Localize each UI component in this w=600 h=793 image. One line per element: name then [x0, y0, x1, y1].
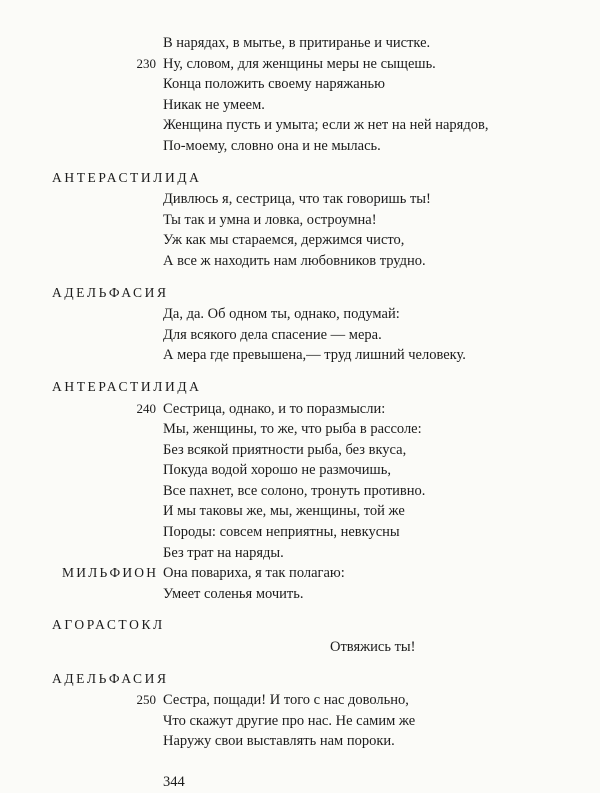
verse-text: Конца положить своему наряжанью	[163, 76, 385, 93]
page-number: 344	[163, 774, 185, 790]
verse-line	[0, 501, 600, 522]
verse-line	[0, 481, 600, 502]
verse-line	[0, 637, 600, 658]
verse-line	[0, 731, 600, 752]
verse-line	[0, 33, 600, 54]
verse-text: Уж как мы стараемся, держимся чисто,	[163, 232, 405, 249]
verse-text: Без трат на наряды.	[163, 544, 284, 561]
verse-text: Ты так и умна и ловка, остроумна!	[163, 211, 377, 228]
verse-text: Никак не умеем.	[163, 96, 265, 113]
verse-line	[0, 419, 600, 440]
verse-line	[0, 74, 600, 95]
speaker-inline-label: МИЛЬФИОН	[62, 565, 159, 581]
verse-text: Отвяжись ты!	[330, 639, 416, 656]
verse-line	[0, 522, 600, 543]
speaker-heading: АНТЕРАСТИЛИДА	[52, 169, 202, 185]
verse-text: Наружу свои выставлять нам пороки.	[163, 733, 395, 750]
verse-line	[0, 440, 600, 461]
verse-line-number: 250	[136, 692, 156, 708]
verse-text: Сестрица, однако, и то поразмысли:	[163, 400, 386, 417]
verse-line	[0, 304, 600, 325]
verse-line	[0, 345, 600, 366]
verse-line	[0, 460, 600, 481]
verse-line	[0, 230, 600, 251]
verse-line	[0, 563, 600, 584]
verse-text: Ну, словом, для женщины меры не сыщешь.	[163, 55, 436, 72]
verse-line	[0, 543, 600, 564]
verse-text: И мы таковы же, мы, женщины, той же	[163, 503, 405, 520]
verse-text: Покуда водой хорошо не размочишь,	[163, 462, 391, 479]
verse-line	[0, 584, 600, 605]
speaker-heading: АДЕЛЬФАСИЯ	[52, 284, 169, 300]
verse-text: В нарядах, в мытье, в притиранье и чистке.	[163, 35, 431, 51]
page-content	[0, 33, 600, 752]
speaker-heading: АНТЕРАСТИЛИДА	[52, 378, 202, 394]
verse-text: Умеет соленья мочить.	[163, 585, 304, 602]
verse-line	[0, 711, 600, 732]
verse-line	[0, 95, 600, 116]
verse-text: Для всякого дела спасение — мера.	[163, 326, 382, 343]
verse-text: Породы: совсем неприятны, невкусны	[163, 524, 400, 541]
verse-text: Мы, женщины, то же, что рыба в рассоле:	[163, 421, 422, 438]
verse-line-number: 240	[136, 400, 156, 416]
verse-line	[0, 325, 600, 346]
verse-line	[0, 251, 600, 272]
verse-text: Без всякой приятности рыба, без вкуса,	[163, 441, 407, 458]
verse-text: Женщина пусть и умыта; если ж нет на ней нарядов,	[163, 117, 489, 134]
verse-line	[0, 189, 600, 210]
verse-text: Она повариха, я так полагаю:	[163, 565, 345, 582]
verse-text: А мера где превышена,— труд лишний человеку.	[163, 347, 466, 364]
verse-line	[0, 54, 600, 75]
verse-text: По-моему, словно она и не мылась.	[163, 137, 381, 154]
speaker-heading: АГОРАСТОКЛ	[52, 617, 165, 633]
verse-text: Сестра, пощади! И того с нас довольно,	[163, 692, 409, 709]
verse-line	[0, 115, 600, 136]
verse-line	[0, 690, 600, 711]
verse-line	[0, 399, 600, 420]
verse-text: А все ж находить нам любовников трудно.	[163, 252, 426, 269]
verse-text: Что скажут другие про нас. Не самим же	[163, 712, 416, 729]
speaker-heading: АДЕЛЬФАСИЯ	[52, 670, 169, 686]
verse-text: Дивлюсь я, сестрица, что так говоришь ты!	[163, 191, 431, 208]
verse-text: Все пахнет, все солоно, тронуть противно.	[163, 482, 426, 499]
verse-line-number: 230	[136, 55, 156, 71]
verse-line	[0, 136, 600, 157]
verse-line	[0, 210, 600, 231]
verse-text: Да, да. Об одном ты, однако, подумай:	[163, 306, 400, 323]
